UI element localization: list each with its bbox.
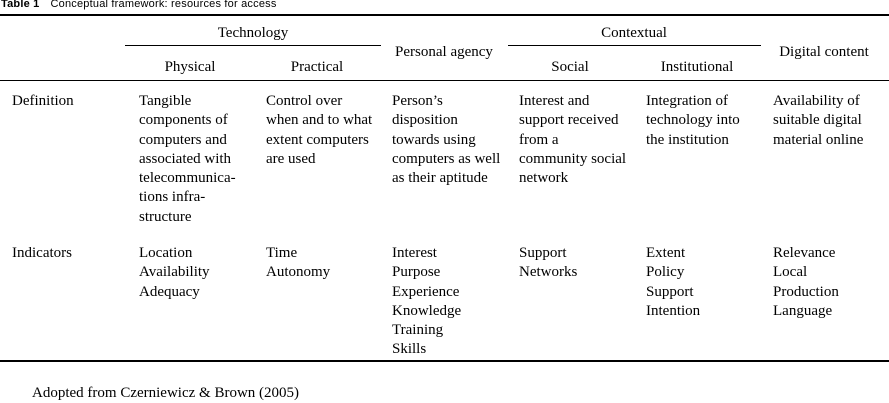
indicators-digital-content: Relevance Local Production Language (773, 245, 839, 319)
technology-group-rule (125, 45, 381, 46)
row-label-indicators: Indicators (12, 245, 72, 261)
definition-institutional: Integration of technology into the institution (646, 93, 740, 148)
indicators-institutional: Extent Policy Support Intention (646, 245, 701, 319)
indicators-practical: Time Autonomy (266, 245, 331, 281)
table-title: Conceptual framework: resources for access (50, 0, 277, 10)
header-social: Social (551, 59, 589, 75)
row-label-definition: Definition (12, 93, 74, 109)
bottom-rule (0, 360, 889, 362)
header-bottom-rule (0, 80, 889, 81)
header-personal-agency: Personal agency (395, 44, 493, 60)
header-technology: Technology (217, 25, 289, 41)
table-footnote: Adopted from Czerniewicz & Brown (2005) (32, 385, 300, 401)
definition-personal-agency: Person’s disposition towards using computers as well as their aptitude (392, 93, 501, 187)
header-contextual: Contextual (601, 25, 667, 41)
header-institutional: Institutional (660, 59, 734, 75)
definition-social: Interest and support received from a community social network (519, 93, 627, 187)
definition-digital-content: Availability of suitable digital material online (773, 93, 864, 148)
header-practical: Practical (290, 59, 344, 75)
table-caption (1, 0, 277, 10)
definition-physical: Tangible components of computers and associated with telecommunica- tions infra- structure (139, 93, 236, 225)
header-physical: Physical (164, 59, 216, 75)
indicators-physical: Location Availability Adequacy (139, 245, 210, 300)
top-rule (0, 14, 889, 16)
indicators-social: Support Networks (519, 245, 578, 281)
definition-practical: Control over when and to what extent computers are used (266, 93, 373, 167)
table-number: Table 1 (1, 0, 40, 10)
header-digital-content: Digital content (779, 44, 869, 60)
indicators-personal-agency: Interest Purpose Experience Knowledge Training Skills (392, 245, 462, 358)
contextual-group-rule (508, 45, 761, 46)
